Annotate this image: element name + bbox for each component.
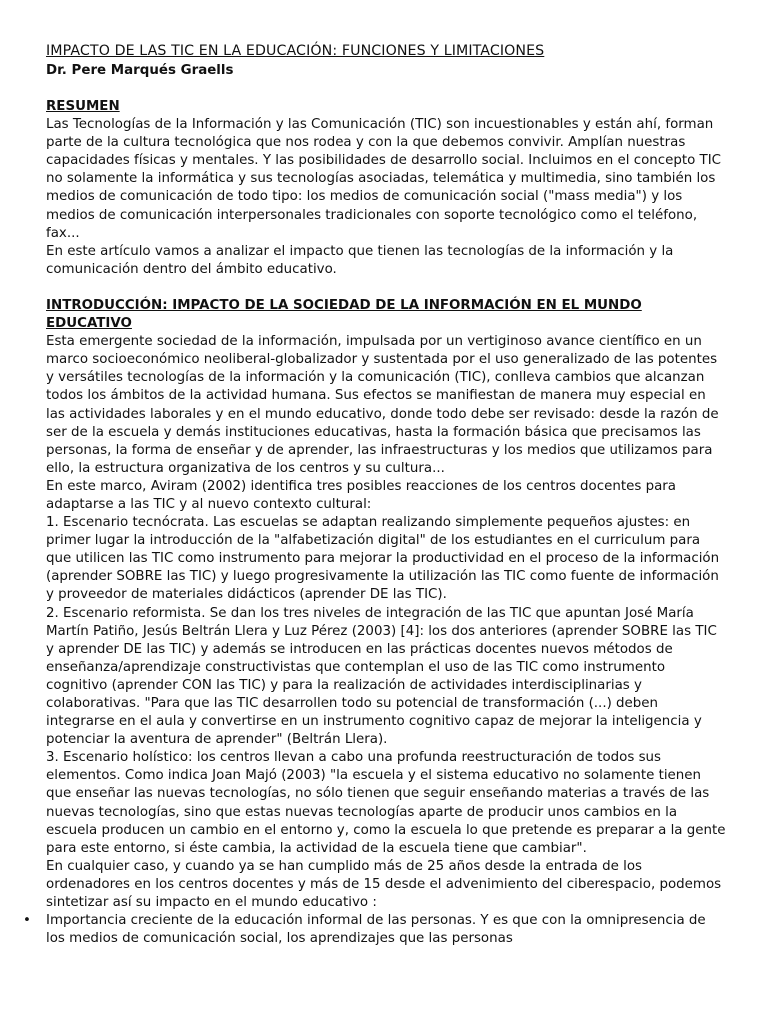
document-author: Dr. Pere Marqués Graells (46, 63, 234, 78)
scenario-item: 2. Escenario reformista. Se dan los tres niveles de integración de las TIC que apuntan José María Martín Patiño, Jesús Beltrán Llera y Luz Pérez (2003) [4]: los dos anteriores (aprender SOBRE las TIC y aprender DE las TIC) y además se introducen en las prácticas docentes nuevos métodos de enseñanza/aprendizaje constructivistas que contemplan el uso de las TIC como instrumento cognitivo (aprender CON las TIC) y para la realización de actividades interdisciplinarias y colaborativas. "Para que las TIC desarrollen todo su potencial de transformación (...) deben integrarse en el aula y convertirse en un instrumento cognitivo capaz de mejorar la inteligencia y potenciar la aventura de aprender" (Beltrán Llera). (46, 605, 717, 748)
document-page (23, 42, 726, 948)
bullet-icon: • (23, 913, 31, 929)
introduccion-paragraph: En cualquier caso, y cuando ya se han cumplido más de 25 años desde la entrada de los ordenadores en los centros docentes y más de 15 desde el advenimiento del ciberespacio, podemos sintetizar así su impacto en el mundo educativo : (46, 858, 722, 911)
document-title: IMPACTO DE LAS TIC EN LA EDUCACIÓN: FUNCIONES Y LIMITACIONES (46, 43, 545, 59)
introduccion-heading: INTRODUCCIÓN: IMPACTO DE LA SOCIEDAD DE LA INFORMACIÓN EN EL MUNDO EDUCATIVO (46, 297, 642, 332)
list-item-text: Importancia creciente de la educación informal de las personas. Y es que con la omnipresencia de los medios de comunicación social, los aprendizajes que las personas (46, 913, 706, 947)
resumen-paragraph: Las Tecnologías de la Información y las Comunicación (TIC) son incuestionables y están ahí, forman parte de la cultura tecnológica que nos rodea y con la que debemos convivir. Amplían nuestras capacidades físicas y mentales. Y las posibilidades de desarrollo social. Incluimos en el concepto TIC no solamente la informática y sus tecnologías asociadas, telemática y multimedia, sino también los medios de comunicación de todo tipo: los medios de comunicación social ("mass media") y los medios de comunicación interpersonales tradicionales con soporte tecnológico como el teléfono, fax... (46, 117, 722, 241)
section-gap (46, 279, 726, 297)
introduccion-section (23, 297, 726, 948)
introduccion-paragraph: En este marco, Aviram (2002) identifica tres posibles reacciones de los centros docentes para adaptarse a las TIC y al nuevo contexto cultural: (46, 478, 676, 512)
scenario-item: 1. Escenario tecnócrata. Las escuelas se adaptan realizando simplemente pequeños ajustes: en primer lugar la introducción de la "alfabetización digital" de los estudiantes en el curriculum para que utilicen las TIC como instrumento para mejorar la productividad en el proceso de la información (aprender SOBRE las TIC) y luego progresivamente la utilización las TIC como fuente de información y proveedor de materiales didácticos (aprender DE las TIC). (46, 515, 720, 603)
impact-bullet-list (23, 912, 726, 948)
resumen-paragraph: En este artículo vamos a analizar el impacto que tienen las tecnologías de la información y la comunicación dentro del ámbito educativo. (46, 243, 674, 277)
scenario-item: 3. Escenario holístico: los centros llevan a cabo una profunda reestructuración de todos sus elementos. Como indica Joan Majó (2003) "la escuela y el sistema educativo no solamente tienen que enseñar las nuevas tecnologías, no sólo tienen que seguir enseñando materias a través de las nuevas tecnologías, sino que estas nuevas tecnologías aparte de producir unos cambios en la escuela producen un cambio en el entorno y, como la escuela lo que pretende es preparar a la gente para este entorno, si éste cambia, la actividad de la escuela tiene que cambiar". (46, 750, 726, 856)
resumen-section (46, 98, 726, 279)
list-item (23, 912, 726, 948)
introduccion-paragraph: Esta emergente sociedad de la información, impulsada por un vertiginoso avance científico en un marco socioeconómico neoliberal-globalizador y sustentada por el uso generalizado de las potentes y versátiles tecnologías de la información y la comunicación (TIC), conlleva cambios que alcanzan todos los ámbitos de la actividad humana. Sus efectos se manifiestan de manera muy especial en las actividades laborales y en el mundo educativo, donde todo debe ser revisado: desde la razón de ser de la escuela y demás instituciones educativas, hasta la formación básica que precisamos las personas, la forma de enseñar y de aprender, las infraestructuras y los medios que utilizamos para ello, la estructura organizativa de los centros y su cultura... (46, 334, 719, 476)
resumen-heading: RESUMEN (46, 99, 120, 114)
